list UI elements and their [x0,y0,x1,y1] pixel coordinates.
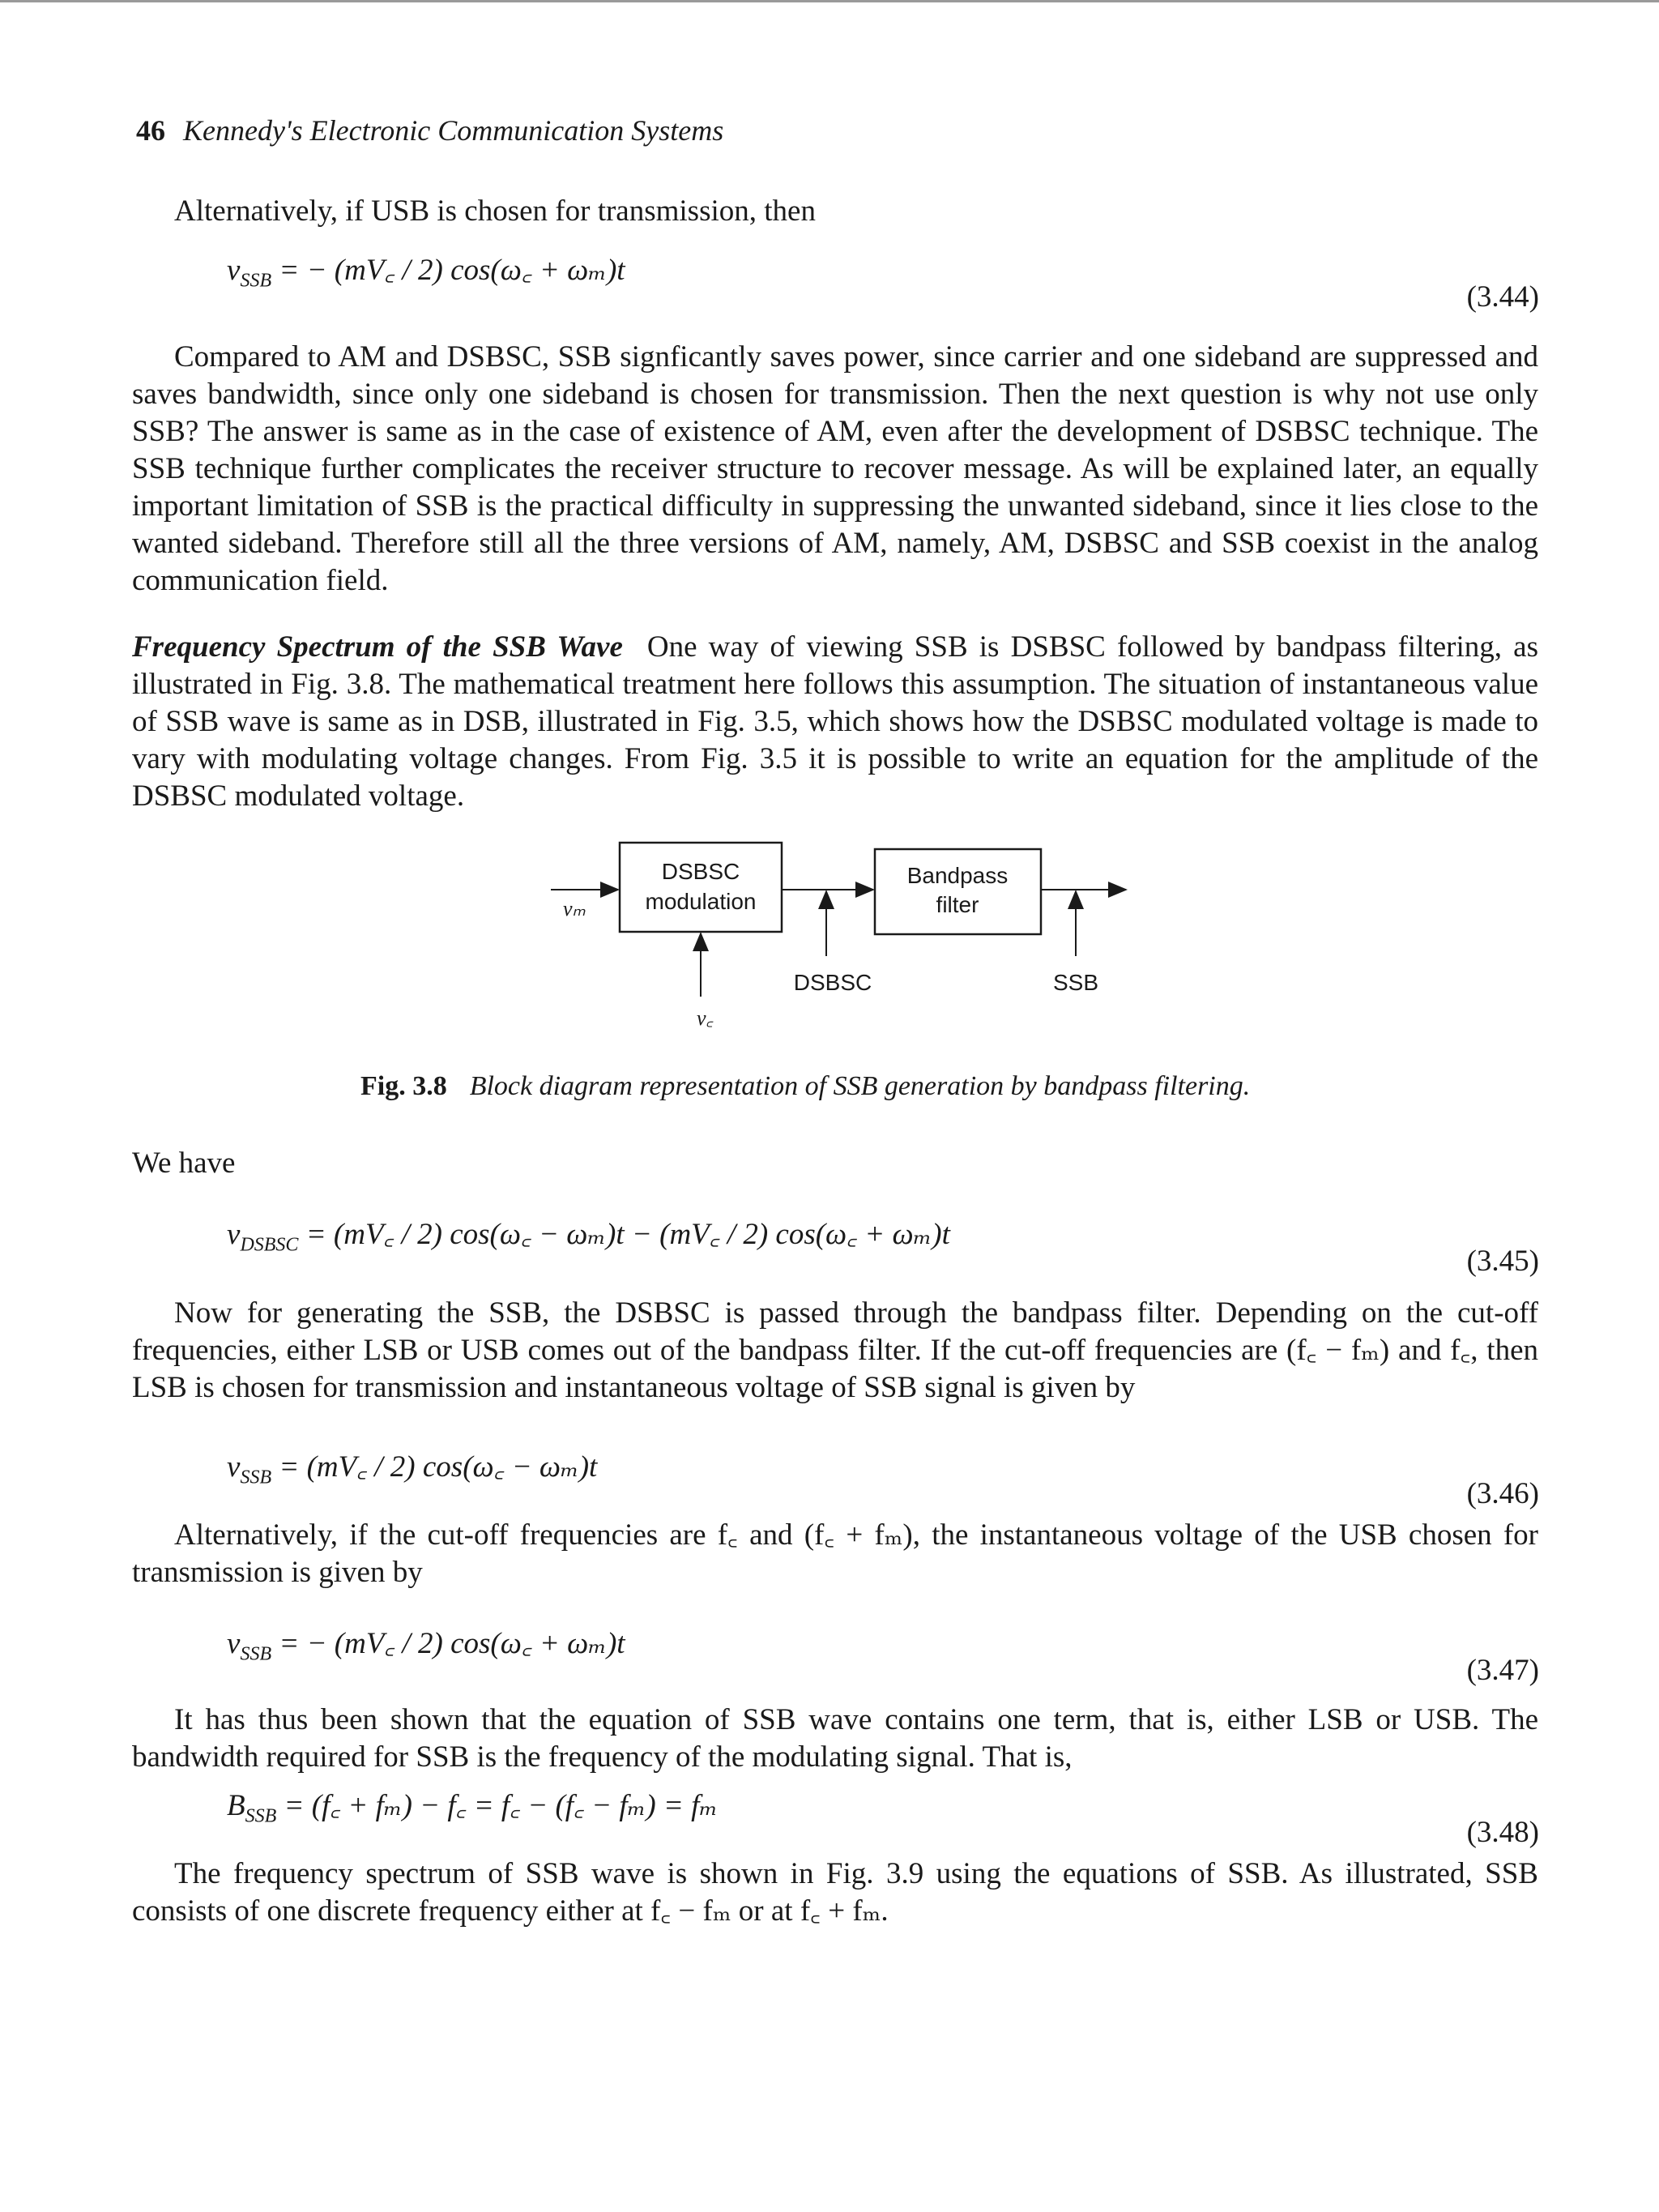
equation-rhs: = (f꜀ + fₘ) − f꜀ = f꜀ − (f꜀ − fₘ) = fₘ [284,1789,719,1822]
equation-3-47 [227,1621,1539,1710]
equation-number: (3.47) [1466,1654,1539,1687]
paragraph-3: Frequency Spectrum of the SSB Wave One way of viewing SSB is DSBSC followed by bandpass filtering, as illustrated in Fig. 3.8. The mathematical treatment here follows this assumption. The situation of instantaneous value of SSB wave is same as in DSB, illustrated in Fig. 3.5, which shows how the DSBSC modulated voltage is made to vary with modulating voltage changes. From Fig. 3.5 it is possible to write an equation for the amplitude of the DSBSC modulated voltage. [132,630,1538,813]
figure-caption [360,1071,1250,1102]
equation-3-45 [227,1211,1539,1300]
paragraph-5: Alternatively, if the cut-off frequencies are f꜀ and (f꜀ + fₘ), the instantaneous voltage of the USB chosen for transmission is given by [132,1518,1538,1589]
caption-text: Block diagram representation of SSB generation by bandpass filtering. [469,1071,1251,1101]
equation-rhs: = − (mV꜀ / 2) cos(ω꜀ + ωₘ)t [279,1627,625,1660]
equation-number: (3.48) [1466,1816,1539,1849]
we-have-text: We have [132,1147,236,1180]
paragraph-1: Alternatively, if USB is chosen for transmission, then [174,194,816,228]
paragraph-2: Compared to AM and DSBSC, SSB signficantly saves power, since carrier and one sideband are suppressed and saves bandwidth, since only one sideband is chosen for transmission. Then the next question is why not use only SSB? The answer is same as in the case of existence of AM, even after the development of DSBSC technique. The SSB technique further complicates the receiver structure to recover message. As will be explained later, an equally important limitation of SSB is the practical difficulty in suppressing the unwanted sideband, since it lies close to the wanted sideband. Therefore still all the three versions of AM, namely, AM, DSBSC and SSB coexist in the analog communication field. [132,340,1538,597]
paragraph-7: The frequency spectrum of SSB wave is shown in Fig. 3.9 using the equations of SSB. As illustrated, SSB consists of one discrete frequency either at f꜀ − fₘ or at f꜀ + fₘ. [132,1857,1538,1928]
dsbsc-modulation-block [620,843,782,932]
equation-number: (3.44) [1466,280,1539,314]
block2-line1: Bandpass [906,863,1009,888]
block1-line2: modulation [645,889,757,914]
book-title: Kennedy's Electronic Communication Systems [183,114,724,147]
running-header [136,113,723,147]
equation-number: (3.45) [1466,1245,1539,1278]
paragraph-6: It has thus been shown that the equation of SSB wave contains one term, that is, either LSB or USB. The bandwidth required for SSB is the frequency of the modulating signal. That is, [132,1703,1538,1774]
equation-expression: $B_{SSB}$ = (f꜀ + fₘ) − f꜀ = f꜀ − (f꜀ − fₘ) = fₘ [227,1789,719,1827]
ssb-block-diagram [527,835,1175,1037]
carrier-label: v꜀ [697,1006,714,1030]
equation-expression: $v_{SSB}$ = − (mV꜀ / 2) cos(ω꜀ + ωₘ)t [227,1627,625,1665]
ssb-signal-label: SSB [1052,970,1099,995]
block1-line1: DSBSC [661,859,740,884]
equation-rhs: = (mV꜀ / 2) cos(ω꜀ − ωₘ)t − (mV꜀ / 2) cos(ω꜀ + ωₘ)t [305,1218,950,1251]
page-top-border [0,0,1659,2]
page-number: 46 [136,114,165,147]
equation-expression: $v_{SSB}$ = (mV꜀ / 2) cos(ω꜀ − ωₘ)t [227,1450,598,1488]
equation-3-44 [227,247,1539,336]
block2-line2: filter [936,892,979,917]
paragraph-4: Now for generating the SSB, the DSBSC is passed through the bandpass filter. Depending on the cut-off frequencies, either LSB or USB comes out of the bandpass filter. If the cut-off frequencies are (f꜀ − fₘ) and f꜀, then LSB is chosen for transmission and instantaneous voltage of SSB signal is given by [132,1296,1538,1404]
section-heading: Frequency Spectrum of the SSB Wave [132,630,623,664]
dsbsc-signal-label: DSBSC [793,970,872,995]
equation-rhs: = (mV꜀ / 2) cos(ω꜀ − ωₘ)t [279,1450,598,1484]
equation-number: (3.46) [1466,1477,1539,1510]
caption-label: Fig. 3.8 [360,1071,447,1101]
equation-expression: $v_{SSB}$ = − (mV꜀ / 2) cos(ω꜀ + ωₘ)t [227,254,625,292]
equation-rhs: = − (mV꜀ / 2) cos(ω꜀ + ωₘ)t [279,254,625,287]
input-label: vₘ [563,897,586,920]
equation-expression: $v_{DSBSC}$ = (mV꜀ / 2) cos(ω꜀ − ωₘ)t − (mV꜀ / 2) cos(ω꜀ + ωₘ)t [227,1218,950,1256]
